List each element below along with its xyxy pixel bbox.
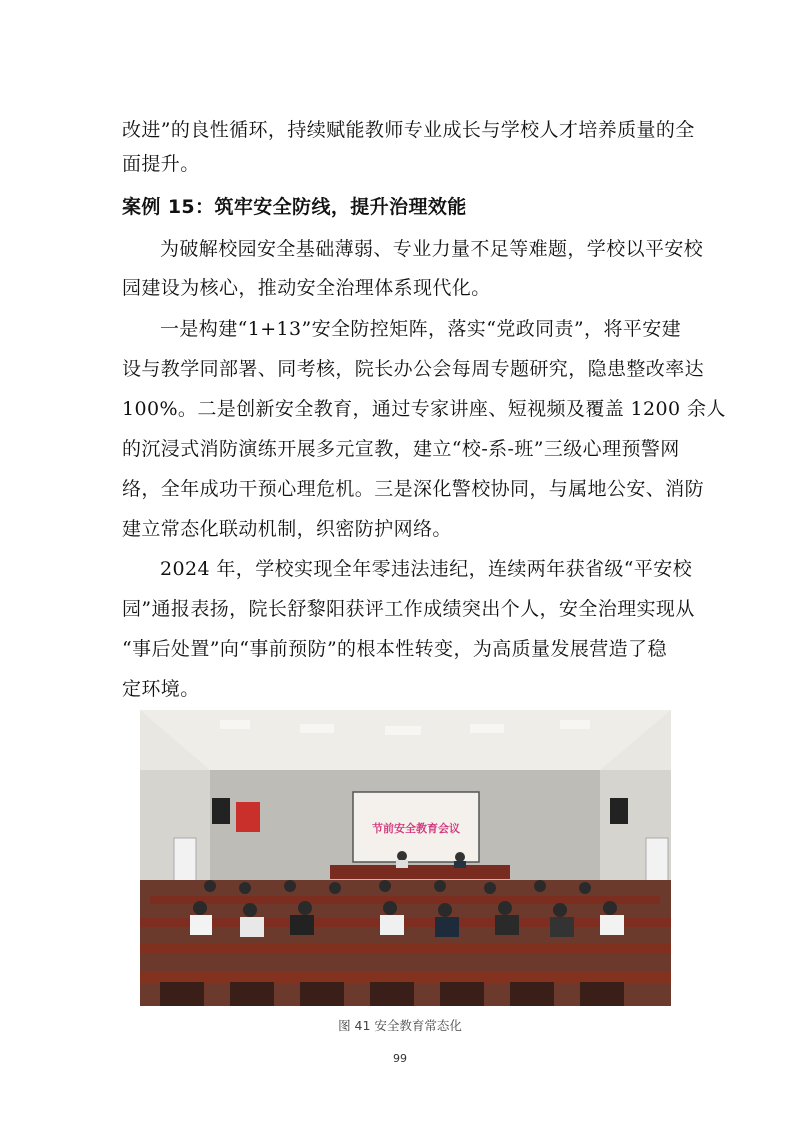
meeting-photo — [140, 710, 671, 1006]
text-line-8: 100%。二是创新安全教育，通过专家讲座、短视频及覆盖 1200 余人 — [122, 398, 726, 420]
text-line-2: 面提升。 — [122, 153, 200, 175]
text-line-13: 园”通报表扬，院长舒黎阳获评工作成绩突出个人，安全治理实现从 — [122, 598, 695, 620]
text-line-5: 园建设为核心，推动安全治理体系现代化。 — [122, 277, 491, 299]
text-line-12: 2024 年，学校实现全年零违法违纪，连续两年获省级“平安校 — [160, 558, 693, 580]
meeting-room-illustration — [140, 710, 671, 1006]
screen-title: 节前安全教育会议 — [372, 822, 460, 835]
text-line-10: 络，全年成功干预心理危机。三是深化警校协同，与属地公安、消防 — [122, 478, 705, 500]
text-line-14: “事后处置”向“事前预防”的根本性转变，为高质量发展营造了稳 — [122, 638, 667, 660]
text-line-1: 改进”的良性循环，持续赋能教师专业成长与学校人才培养质量的全 — [122, 119, 695, 141]
figure-caption: 图 41 安全教育常态化 — [338, 1018, 462, 1033]
text-line-6: 一是构建“1+13”安全防控矩阵，落实“党政同责”，将平安建 — [160, 318, 682, 340]
text-line-4: 为破解校园安全基础薄弱、专业力量不足等难题，学校以平安校 — [160, 238, 704, 260]
text-line-9: 的沉浸式消防演练开展多元宣教，建立“校-系-班”三级心理预警网 — [122, 438, 680, 460]
page-number: 99 — [393, 1052, 407, 1065]
text-line-15: 定环境。 — [122, 678, 200, 700]
text-line-7: 设与教学同部署、同考核，院长办公会每周专题研究，隐患整改率达 — [122, 358, 705, 380]
case-heading: 案例 15：筑牢安全防线，提升治理效能 — [122, 196, 467, 218]
text-line-11: 建立常态化联动机制，织密防护网络。 — [122, 518, 452, 540]
